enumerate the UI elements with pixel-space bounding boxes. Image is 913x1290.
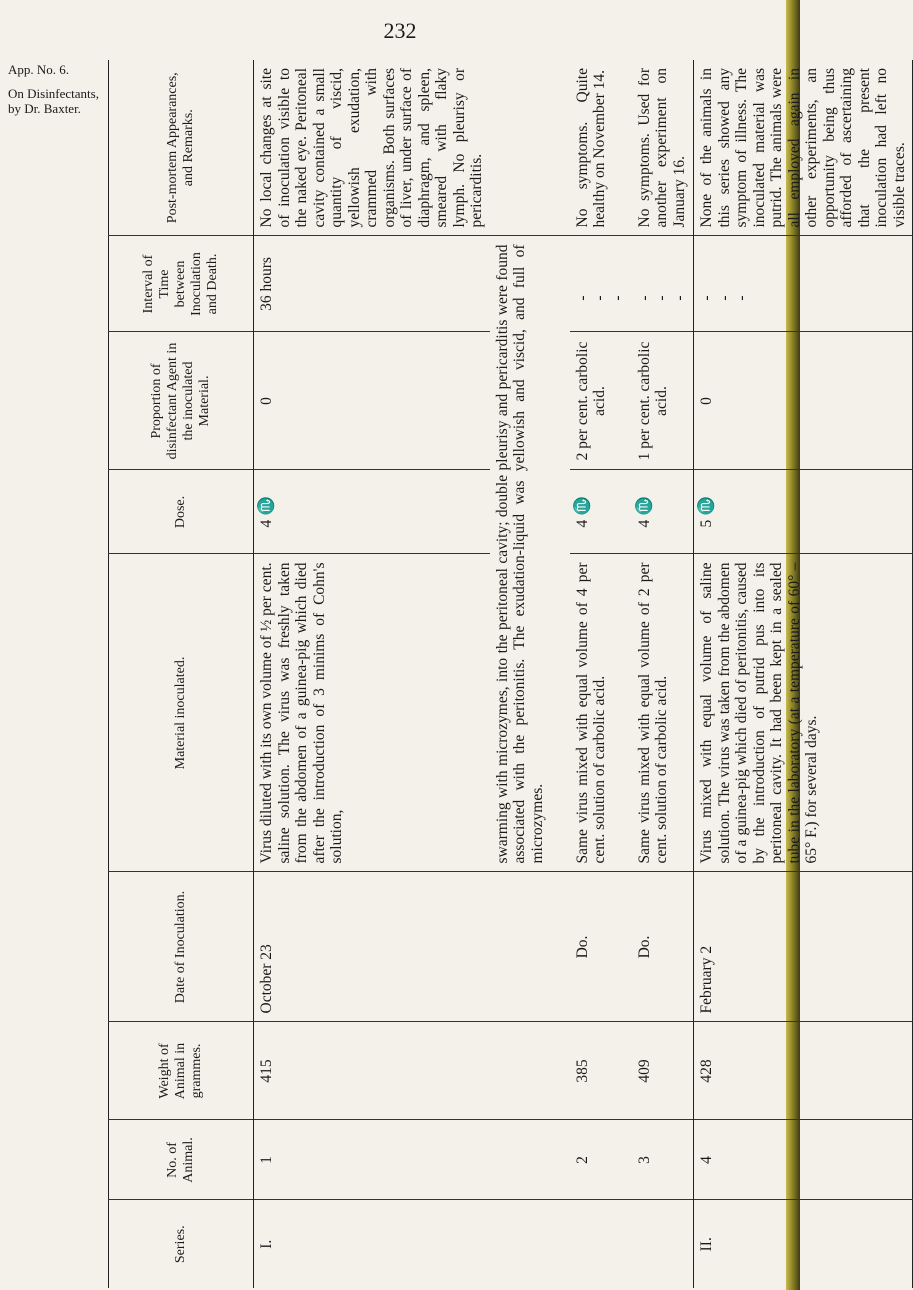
material-cell: Same virus mixed with equal volume of 4 per cent. solution of carbolic acid. <box>570 554 632 872</box>
weight-cell: 415 <box>254 1022 490 1120</box>
header-interval: Interval of Time between Inoculation and Death. <box>109 236 254 332</box>
header-date: Date of Inoculation. <box>109 872 254 1022</box>
date-cell: October 23 <box>254 872 490 1022</box>
header-material: Material inoculated. <box>109 554 254 872</box>
table-row <box>632 60 694 1288</box>
animal-cell: 2 <box>570 1120 632 1200</box>
animal-cell: 3 <box>632 1120 694 1200</box>
header-proportion: Proportion of disinfectant Agent in the inoculated Material. <box>109 332 254 470</box>
series-cell: II. <box>698 1237 715 1252</box>
interval-cell: 36 hours <box>254 236 490 332</box>
animal-cell: 4 <box>694 1120 913 1200</box>
date-cell: Do. <box>570 872 632 1022</box>
proportion-cell: 0 <box>254 332 490 470</box>
series-cell <box>632 1200 694 1288</box>
inoculation-table <box>108 60 913 1288</box>
table-row <box>694 60 913 1288</box>
running-title: On Disinfectants, by Dr. Baxter. <box>8 86 99 116</box>
dose-cell: 4 ♏ <box>570 470 632 554</box>
material-cell: Same virus mixed with equal volume of 2 per cent. solution of carbolic acid. <box>632 554 694 872</box>
header-animal: No. of Animal. <box>109 1120 254 1200</box>
interval-cell: - - - <box>632 236 694 332</box>
date-cell: February 2 <box>694 872 913 1022</box>
table-row <box>570 60 632 1288</box>
interval-cell: - - - <box>570 236 632 332</box>
postmortem-cell: No symptoms. Quite healthy on November 14. <box>570 60 632 236</box>
header-weight: Weight of Animal in grammes. <box>109 1022 254 1120</box>
proportion-cell: 1 per cent. carbolic acid. <box>632 332 694 470</box>
header-series: Series. <box>109 1200 254 1288</box>
dose-cell: 4 ♏ <box>254 470 490 554</box>
proportion-cell: 0 <box>694 332 913 470</box>
weight-cell: 409 <box>632 1022 694 1120</box>
dose-cell: 5 ♏ <box>694 470 913 554</box>
weight-cell: 385 <box>570 1022 632 1120</box>
table-row-continuation <box>490 60 570 1288</box>
series-cell <box>570 1200 632 1288</box>
postmortem-cell: None of the animals in this series showed any symptom of illness. The inoculated material was putrid. The animals were all employed again in other experiments, an opportunity being thus afforded of ascertaining that the present inoculation had left no visible traces. <box>694 60 913 236</box>
animal-cell: 1 <box>254 1120 490 1200</box>
dose-cell: 4 ♏ <box>632 470 694 554</box>
weight-cell: 428 <box>694 1022 913 1120</box>
proportion-cell: 2 per cent. carbolic acid. <box>570 332 632 470</box>
postmortem-cell: No local changes at site of inoculation visible to the naked eye. Peritoneal cavity contained a small quantity of viscid, yellowish exudation, crammed with organisms. Both surfaces of liver, under surface of diaphragm, and spleen, smeared with flaky lymph. No pleurisy or pericarditis. <box>254 60 490 236</box>
series-cell: I. <box>258 1239 275 1249</box>
table-row <box>254 60 490 1288</box>
appendix-label: App. No. 6. <box>8 62 70 77</box>
material-cell: Virus mixed with equal volume of saline solution. The virus was taken from the abdomen of a guinea-pig which died of peritonitis, caused by the introduction of putrid pus into its peritoneal cavity. It had been kept in a sealed tube in the laboratory (at a temperature of 60° – 65° F.) for several days. <box>694 554 913 872</box>
rotated-table-container <box>108 60 908 1288</box>
page-number: 232 <box>383 18 417 43</box>
material-cell: Virus diluted with its own volume of ½ per cent. saline solution. The virus was freshly taken from the abdomen of a guinea-pig which died after the introduction of 3 minims of Cohn's solution, <box>254 554 490 872</box>
interval-cell: - - - <box>694 236 913 332</box>
header-postmortem: Post-mortem Appearances, and Remarks. <box>109 60 254 236</box>
header-row <box>109 60 254 1288</box>
spanning-note: swarming with microzymes, into the peritoneal cavity; double pleurisy and pericarditis were found associated with the peritonitis. The exudation-liquid was yellowish and viscid, and full of microzymes. <box>490 236 570 872</box>
header-dose: Dose. <box>109 470 254 554</box>
date-cell: Do. <box>632 872 694 1022</box>
postmortem-cell: No symptoms. Used for another experiment on January 16. <box>632 60 694 236</box>
